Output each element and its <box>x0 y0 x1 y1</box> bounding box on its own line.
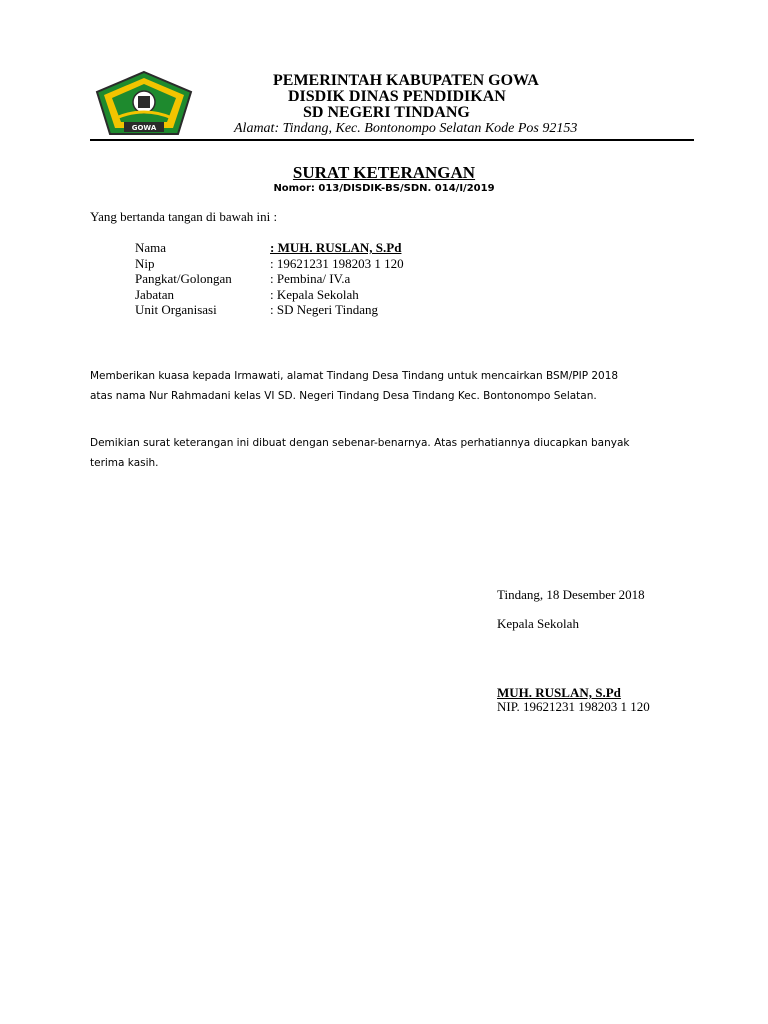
paragraph-line: atas nama Nur Rahmadani kelas VI SD. Negeri Tindang Desa Tindang Kec. Bontonompo Selatan. <box>90 390 597 402</box>
identity-block <box>135 240 404 318</box>
body-paragraph-authorization <box>90 366 690 406</box>
svg-text:GOWA: GOWA <box>131 124 157 132</box>
signature-place-date: Tindang, 18 Desember 2018 <box>497 587 645 602</box>
gowa-emblem-icon <box>94 70 194 136</box>
identity-label: Nama <box>135 240 167 255</box>
identity-value: : MUH. RUSLAN, S.Pd <box>270 240 402 255</box>
identity-label: Jabatan <box>135 286 174 302</box>
document-title: SURAT KETERANGAN <box>292 163 476 182</box>
identity-value: : SD Negeri Tindang <box>270 302 378 317</box>
identity-value: : Kepala Sekolah <box>270 286 359 302</box>
signature-name: MUH. RUSLAN, S.Pd <box>497 685 621 700</box>
document-number: Nomor: 013/DISDIK-BS/SDN. 014/I/2019 <box>273 183 495 194</box>
body-paragraph-closing <box>90 433 690 473</box>
paragraph-line: Demikian surat keterangan ini dibuat dengan sebenar-benarnya. Atas perhatiannya diucapkan banyak <box>90 437 630 449</box>
identity-row-jabatan <box>135 287 404 303</box>
identity-row-pangkat <box>135 271 404 287</box>
letterhead-address: Alamat: Tindang, Kec. Bontonompo Selatan Kode Pos 92153 <box>234 121 578 136</box>
intro-text: Yang bertanda tangan di bawah ini : <box>90 209 278 224</box>
signature-role: Kepala Sekolah <box>497 616 579 631</box>
identity-row-unit <box>135 302 404 318</box>
identity-row-nip <box>135 256 404 272</box>
letterhead-government: PEMERINTAH KABUPATEN GOWA <box>273 72 539 89</box>
identity-value: : Pembina/ IV.a <box>270 271 351 286</box>
paragraph-line: Memberikan kuasa kepada Irmawati, alamat Tindang Desa Tindang untuk mencairkan BSM/PIP 2018 <box>90 370 619 382</box>
identity-label: Nip <box>135 255 155 271</box>
identity-row-nama <box>135 240 404 256</box>
signature-nip: NIP. 19621231 198203 1 120 <box>497 699 650 714</box>
identity-label: Unit Organisasi <box>135 302 217 317</box>
paragraph-line: terima kasih. <box>90 457 159 469</box>
letterhead-divider <box>90 139 694 141</box>
identity-label: Pangkat/Golongan <box>135 271 232 286</box>
letterhead-agency: DISDIK DINAS PENDIDIKAN <box>288 88 506 105</box>
letterhead-school: SD NEGERI TINDANG <box>303 104 470 121</box>
identity-value: : 19621231 198203 1 120 <box>270 255 404 271</box>
